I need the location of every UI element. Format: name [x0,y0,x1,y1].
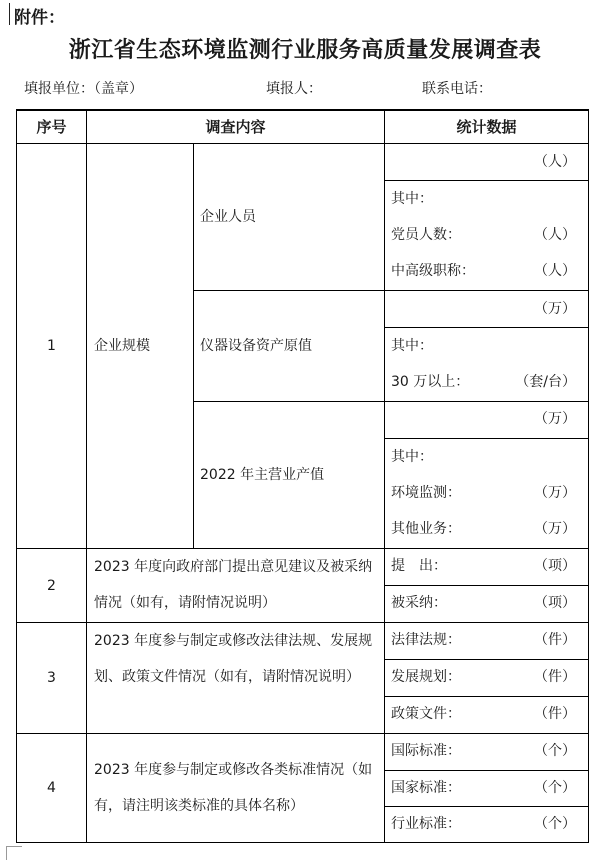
party-members-label: 党员人数： [391,227,461,243]
attachment-label: 附件： [14,8,65,28]
law-label: 法律法规： [391,632,461,648]
other-business-unit: （万） [534,521,576,537]
document-title: 浙江省生态环境监测行业服务高质量发展调查表 [68,37,542,63]
law-unit: （件） [534,632,576,648]
party-members-unit: （人） [534,227,576,243]
industry-standard-label: 行业标准： [391,816,461,832]
adopted-label: 被采纳： [391,595,447,611]
row2-no: 2 [47,578,56,594]
row3-no: 3 [47,670,56,686]
row4-no: 4 [47,780,56,796]
header-no: 序号 [36,118,67,136]
national-standard-unit: （个） [534,780,576,796]
header-stats: 统计数据 [456,118,517,136]
header-content: 调查内容 [205,118,266,136]
revenue-total-unit: （万） [534,411,576,427]
intl-standard-label: 国际标准： [391,743,461,759]
intl-standard-unit: （个） [534,743,576,759]
senior-title-unit: （人） [534,263,576,279]
env-monitoring-unit: （万） [534,485,576,501]
industry-standard-unit: （个） [534,816,576,832]
proposed-unit: （项） [534,558,576,574]
row2-content: 2023 年度向政府部门提出意见建议及被采纳情况（如有，请附情况说明） [94,559,373,611]
revenue-label: 2022 年主营业产值 [200,467,325,483]
plan-unit: （件） [534,669,576,685]
staff-of-which: 其中： [391,191,433,207]
equipment-over30-label: 30 万以上： [391,374,470,390]
row3-content: 2023 年度参与制定或修改法律法规、发展规划、政策文件情况（如有，请附情况说明） [94,633,373,685]
policy-label: 政策文件： [391,706,461,722]
senior-title-label: 中高级职称： [391,263,475,279]
contact-phone-label: 联系电话： [422,81,492,97]
fill-person-label: 填报人： [266,81,322,97]
revenue-of-which: 其中： [391,449,433,465]
national-standard-label: 国家标准： [391,780,461,796]
row1-category: 企业规模 [94,338,150,354]
env-monitoring-label: 环境监测： [391,485,461,501]
staff-total-unit: （人） [534,154,576,170]
staff-label: 企业人员 [200,209,256,225]
row1-no: 1 [47,338,56,354]
equipment-over30-unit: （套/台） [515,374,576,390]
fill-unit-label: 填报单位：（盖章） [24,81,143,97]
page-corner-mark [6,846,22,860]
equipment-label: 仪器设备资产原值 [200,338,312,354]
adopted-unit: （项） [534,595,576,611]
proposed-label: 提 出： [391,558,447,574]
equipment-total-unit: （万） [534,301,576,317]
other-business-label: 其他业务： [391,521,461,537]
equipment-of-which: 其中： [391,338,433,354]
plan-label: 发展规划： [391,669,461,685]
row4-content: 2023 年度参与制定或修改各类标准情况（如有，请注明该类标准的具体名称） [94,762,373,814]
policy-unit: （件） [534,706,576,722]
